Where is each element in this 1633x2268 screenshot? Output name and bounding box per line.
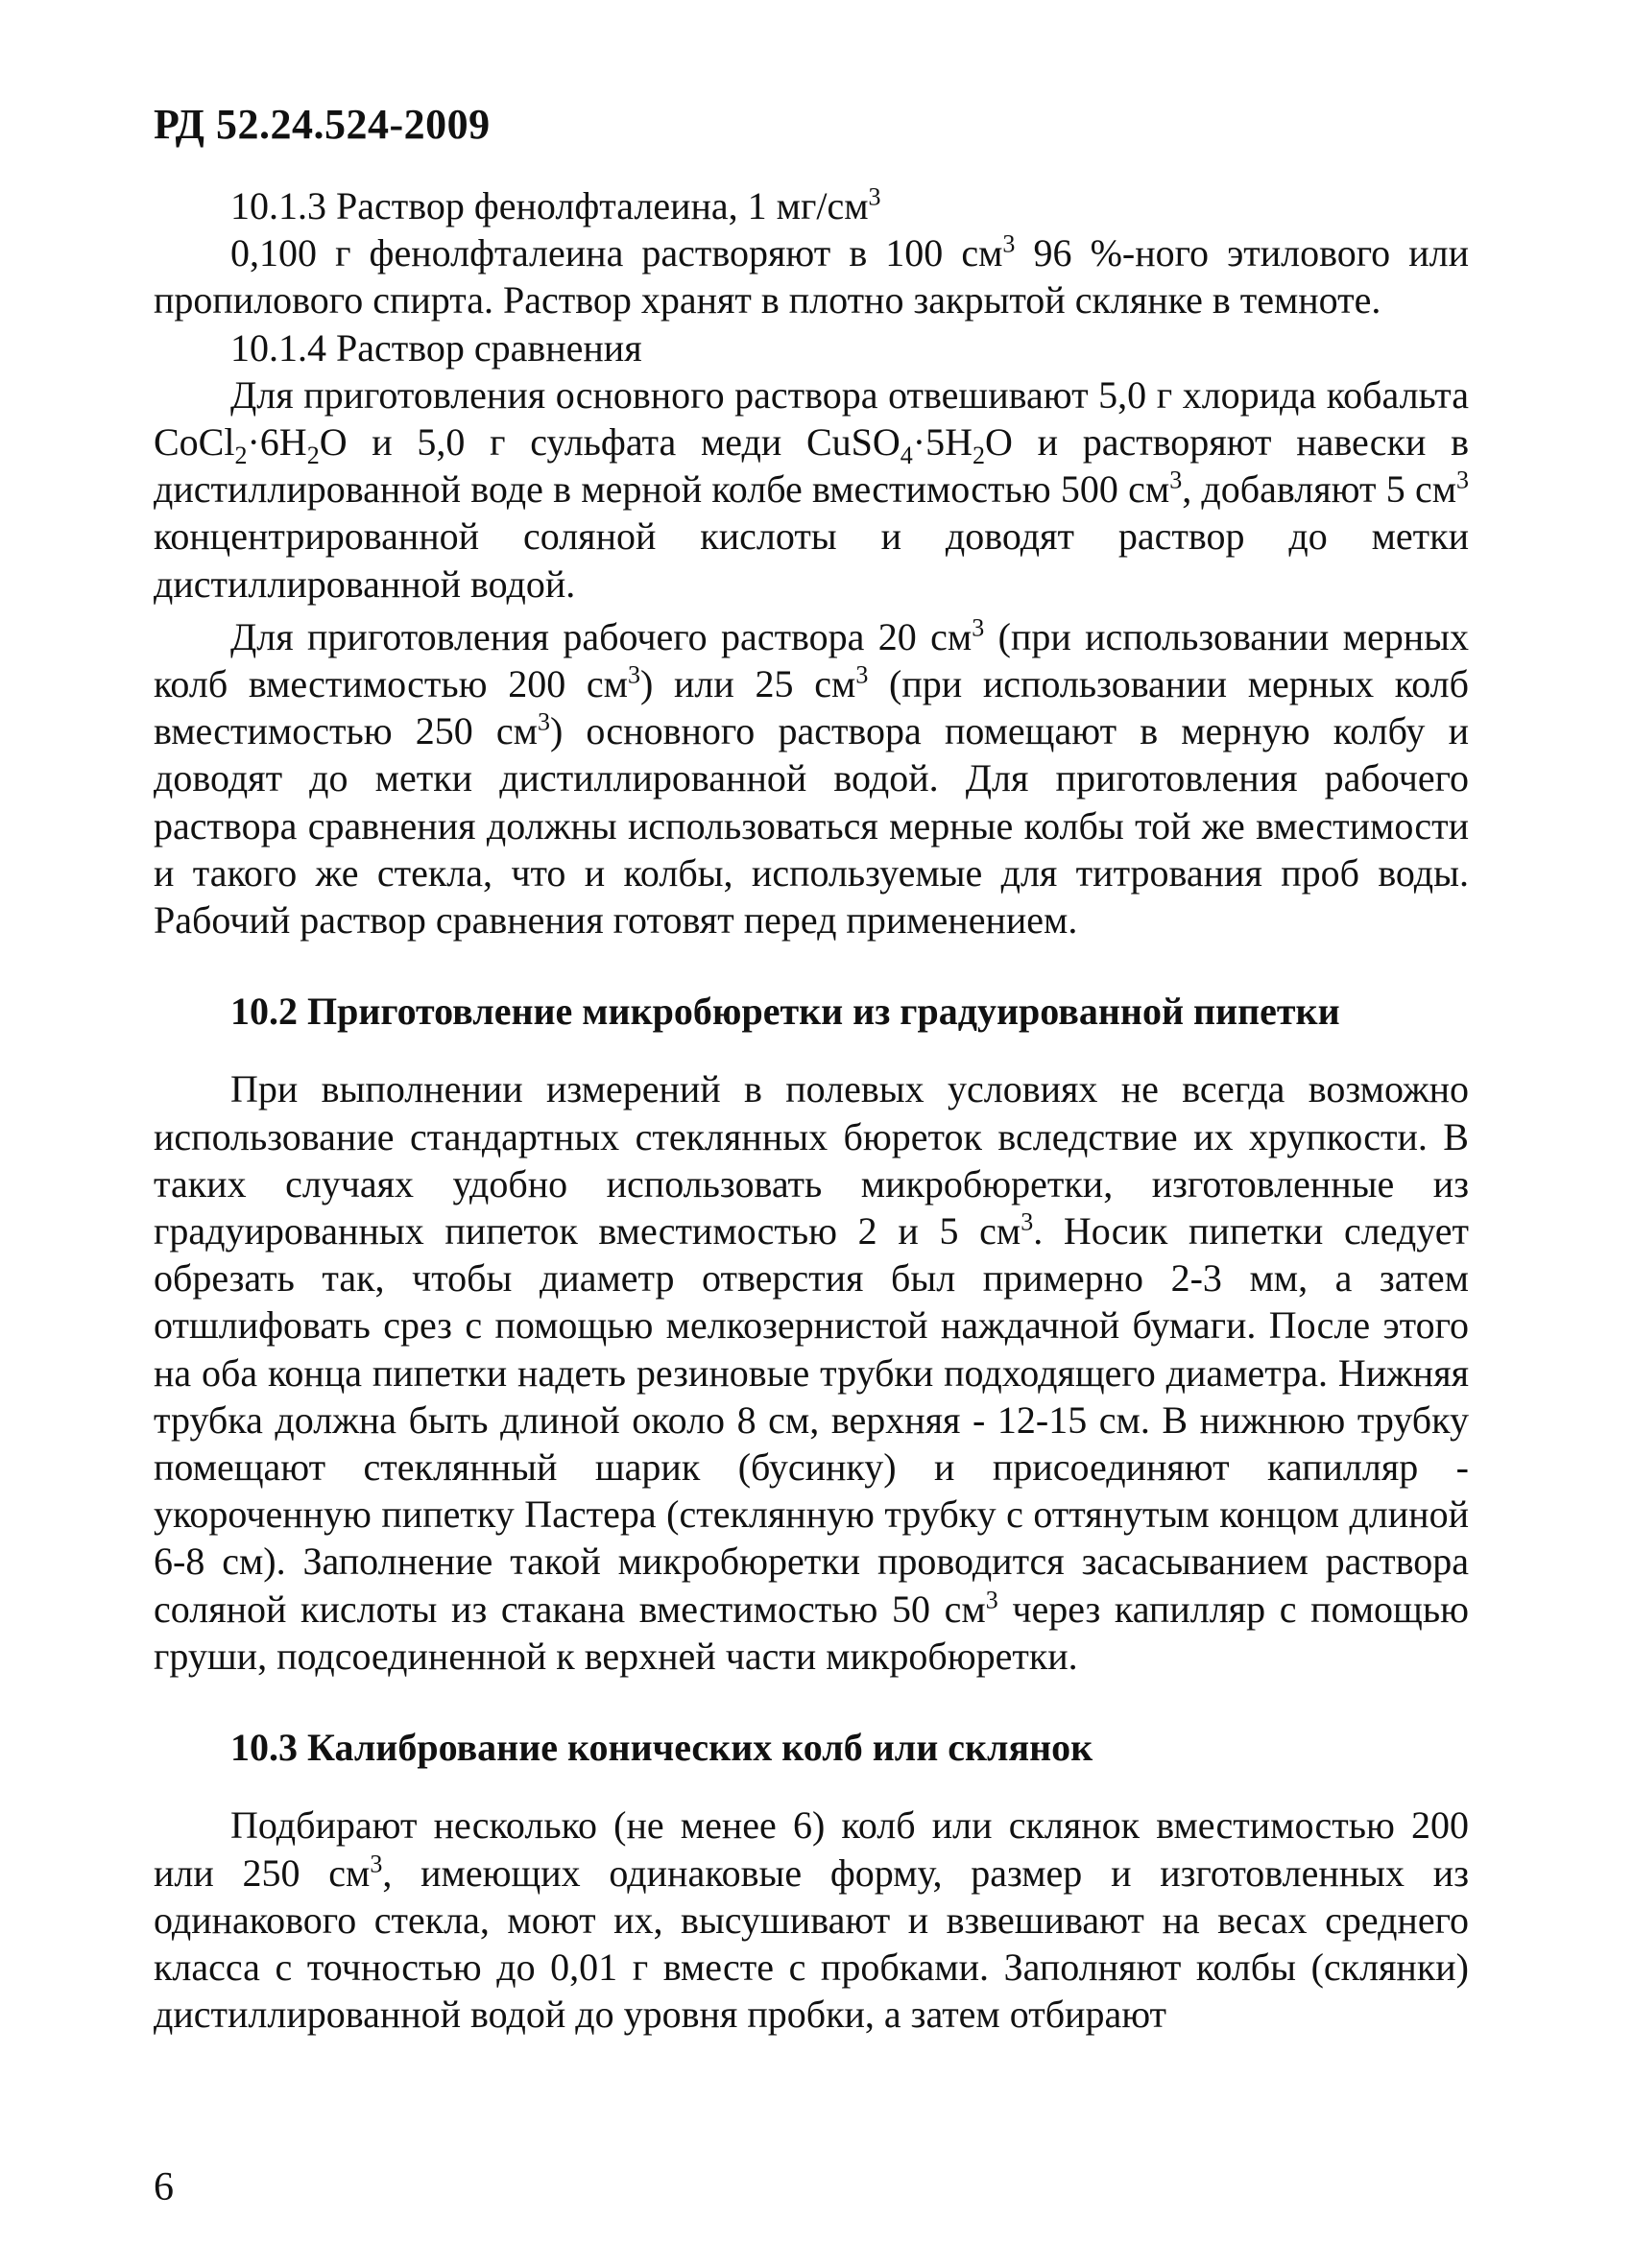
document-code-header: РД 52.24.524-2009 bbox=[154, 101, 491, 148]
item-10-1-4-title: 10.1.4 Раствор сравнения bbox=[230, 325, 642, 370]
item-10-1-4-paragraph-1: Для приготовления основного раствора отвешивают 5,0 г хлорида кобальта $CoCl_2\cdot 6H_2O$ и 5,0 г сульфата меди $CuSO_4\cdot 5H_2O$ и растворяют навески в дистиллированной воде в мерной колбе вместимостью 500 $см^3$, добавляют 5 $см^3$ концентрированной соляной кислоты и доводят раствор до метки дистиллированной водой. bbox=[154, 372, 1470, 606]
page-number: 6 bbox=[154, 2165, 174, 2209]
document-body bbox=[154, 182, 1469, 2038]
section-10-2-paragraph: При выполнении измерений в полевых условиях не всегда возможно использование стандартных стеклянных бюреток вследствие их хрупкости. В таких случаях удобно использовать микробюретки, изготовленные из градуированных пипеток вместимостью 2 и 5 $см^3$. Носик пипетки следует обрезать так, чтобы диаметр отверстия был примерно 2-3 мм, а затем отшлифовать срез с помощью мелкозернистой наждачной бумаги. После этого на оба конца пипетки надеть резиновые трубки подходящего диаметра. Нижняя трубка должна быть длиной около 8 см, верхняя - 12-15 см. В нижнюю трубку помещают стеклянный шарик (бусинку) и присоединяют капилляр - укороченную пипетку Пастера (стеклянную трубку с оттянутым концом длиной 6-8 см). Заполнение такой микробюретки проводится засасыванием раствора соляной кислоты из стакана вместимостью 50 $см^3$ через капилляр с помощью груши, подсоединенной к верхней части микробюретки. bbox=[154, 1067, 1469, 1678]
item-10-1-3-paragraph: 0,100 г фенолфталеина растворяют в 100 $см^3$ 96 %-ного этилового или пропилового спирта. Раствор хранят в плотно закрытой склянке в темноте. bbox=[154, 229, 1469, 322]
item-10-1-3-title: 10.1.3 Раствор фенолфталеина, 1 $мг/см^3$ bbox=[230, 182, 881, 227]
section-10-2-heading: 10.2 Приготовление микробюретки из градуированной пипетки bbox=[230, 990, 1340, 1034]
section-10-3-heading: 10.3 Калибрование конических колб или склянок bbox=[230, 1726, 1093, 1770]
section-10-3-paragraph: Подбирают несколько (не менее 6) колб или склянок вместимостью 200 или 250 $см^3$, имеющих одинаковые форму, размер и изготовленных из одинакового стекла, моют их, высушивают и взвешивают на весах среднего класса с точностью до 0,01 г вместе с пробками. Заполняют колбы (склянки) дистиллированной водой до уровня пробки, а затем отбирают bbox=[154, 1803, 1469, 2037]
item-10-1-4-paragraph-2: Для приготовления рабочего раствора 20 $см^3$ (при использовании мерных колб вместимостью 200 $см^3$) или 25 $см^3$ (при использовании мерных колб вместимостью 250 $см^3$) основного раствора помещают в мерную колбу и доводят до метки дистиллированной водой. Для приготовления рабочего раствора сравнения должны использоваться мерные колбы той же вместимости и такого же стекла, что и колбы, используемые для титрования проб воды. Рабочий раствор сравнения готовят перед применением. bbox=[154, 613, 1470, 943]
